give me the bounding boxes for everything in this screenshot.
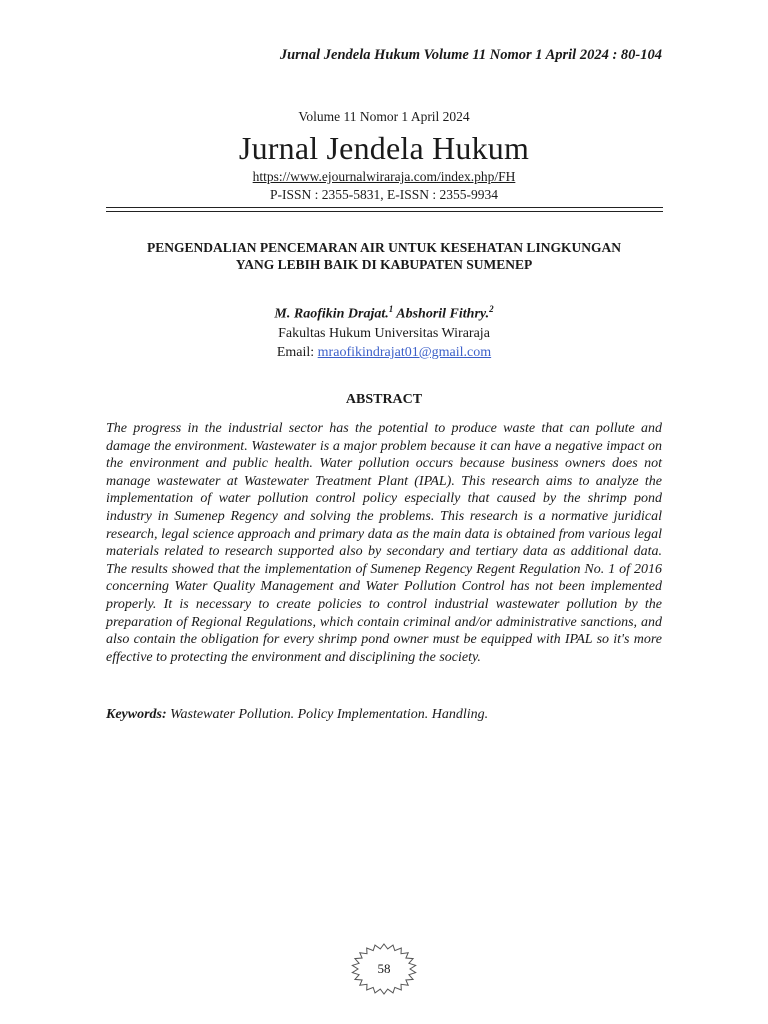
keywords-text: Wastewater Pollution. Policy Implementation. Handling. [166,707,489,722]
page-number: 58 [377,961,391,976]
keywords-line [106,706,662,724]
author-block [106,300,662,362]
masthead-divider-thick [106,207,663,208]
author-email-line [106,343,662,362]
author-email-link[interactable]: mraofikindrajat01@gmail.com [317,344,492,360]
article-title-line-2: YANG LEBIH BAIK DI KABUPATEN SUMENEP [235,257,533,272]
running-header: Jurnal Jendela Hukum Volume 11 Nomor 1 April 2024 : 80-104 [279,47,662,63]
masthead-volume: Volume 11 Nomor 1 April 2024 [298,109,470,124]
author-1: M. Raofikin Drajat. [274,306,389,322]
email-label: Email: [276,344,318,360]
journal-title: Jurnal Jendela Hukum [238,130,530,166]
journal-issn: P-ISSN : 2355-5831, E-ISSN : 2355-9934 [269,187,498,202]
keywords-label: Keywords: [106,707,167,722]
journal-masthead [106,108,662,203]
author-2: Abshoril Fithry. [393,306,490,322]
abstract-body: The progress in the industrial sector has the potential to produce waste that can pollute and damage the environment. Wastewater is a major problem because it can have a negative impact on the environment and public health. Water pollution occurs because business owners does not manage wastewater at Wastewater Treatment Plant (IPAL). This research aims to analyze the implementation of water pollution control policy especially that caused by the shrimp pond industry in Sumenep Regency and solving the problems. This research is a normative juridical research, legal science approach and primary data as the main data is obtained from various legal materials related to research supported also by secondary and tertiary data as additional data. The results showed that the implementation of Sumenep Regency Regent Regulation No. 1 of 2016 concerning Water Quality Management and Water Pollution Control has not been implemented properly. It is necessary to create policies to control industrial wastewater pollution by the preparation of Regional Regulations, which contain criminal and/or administrative sanctions, and also contain the obligation for every shrimp pond owner must be equipped with IPAL so it's more effective to protecting the environment and disciplining the society. [106,421,662,665]
journal-url-link[interactable]: https://www.ejournalwiraraja.com/index.php/FH [252,169,516,184]
abstract-heading: ABSTRACT [345,392,423,407]
author-1-affiliation-mark: 1 [388,304,394,314]
page-number-badge [350,943,418,995]
author-2-affiliation-mark: 2 [489,304,494,314]
article-title [106,239,662,273]
article-title-line-1: PENGENDALIAN PENCEMARAN AIR UNTUK KESEHATAN LINGKUNGAN [147,240,621,255]
author-affiliation: Fakultas Hukum Universitas Wiraraja [278,325,490,341]
masthead-divider-thin [106,211,663,212]
author-names [106,300,662,324]
